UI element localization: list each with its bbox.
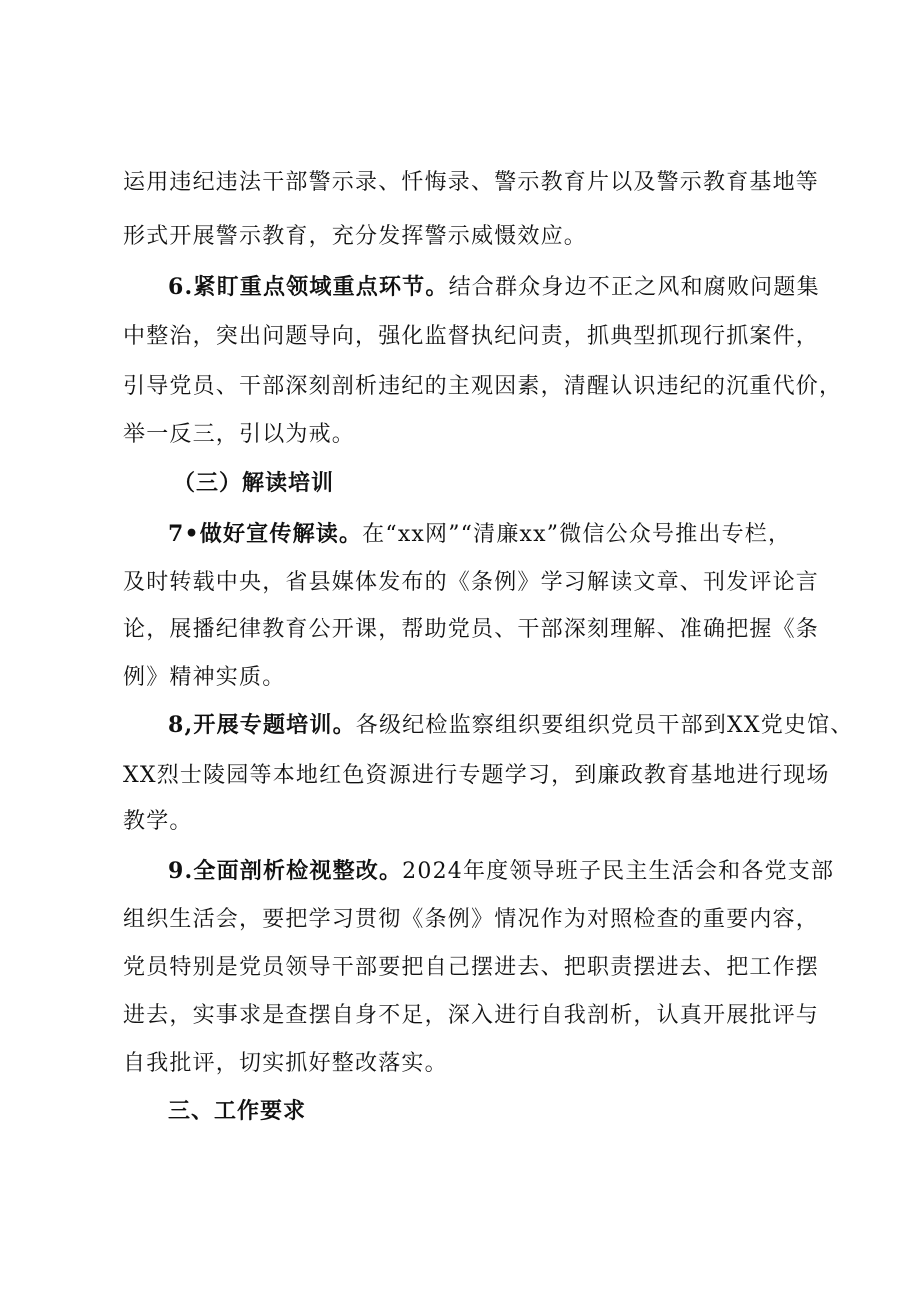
paragraph-line (123, 420, 355, 450)
line-text: 举一反三，引以为戒。 (123, 422, 356, 447)
line-text: 论，展播纪律教育公开课，帮助党员、干部深刻理解、准确把握《条 (123, 617, 820, 642)
line-text: 进去，实事求是查摆自身不足，深入进行自我剖析，认真开展批评与 (123, 1003, 820, 1028)
item-title: 6.紧盯重点领域重点环节。 (168, 274, 449, 300)
paragraph-line (168, 272, 820, 303)
paragraph-line (123, 905, 819, 935)
line-text: 结合群众身边不正之风和腐败问题集 (448, 275, 820, 300)
paragraph-line (123, 1001, 819, 1031)
line-text: 例》精神实质。 (123, 665, 286, 690)
line-text: 教学。 (123, 809, 193, 834)
line-text: 自我批评，切实抓好整改落实。 (123, 1051, 448, 1076)
line-text: 组织生活会，要把学习贯彻《条例》情况作为对照检查的重要内容， (123, 907, 820, 932)
item-title: 7•做好宣传解读。 (168, 521, 363, 547)
line-text: 运用违纪违法干部警示录、忏悔录、警示教育片以及警示教育基地等 (123, 170, 820, 195)
line-text: 及时转载中央，省县媒体发布的《条例》学习解读文章、刊发评论言 (123, 570, 820, 595)
line-text: 形式开展警示教育，充分发挥警示威慑效应。 (123, 224, 588, 249)
line-text: 党员特别是党员领导干部要把自己摆进去、把职责摆进去、把工作摆 (123, 955, 820, 980)
paragraph-line (123, 1049, 448, 1079)
heading-text: 三、工作要求 (168, 1098, 307, 1124)
line-text: 2024年度领导班子民主生活会和各党支部 (402, 859, 835, 884)
paragraph-line (168, 856, 834, 887)
section-heading (168, 1096, 306, 1126)
line-text: 引导党员、干部深刻剖析违纪的主观因素，清醒认识违纪的沉重代价， (123, 374, 843, 399)
paragraph-line (168, 710, 854, 741)
paragraph-line (123, 222, 587, 252)
line-text: 中整治，突出问题导向，强化监督执纪问责，抓典型抓现行抓案件， (123, 324, 820, 349)
paragraph-line (123, 322, 819, 352)
paragraph-line (123, 663, 285, 693)
paragraph-line (123, 761, 830, 791)
paragraph-line (123, 953, 819, 983)
paragraph-line (123, 168, 819, 198)
paragraph-line (123, 372, 842, 402)
section-heading (173, 468, 334, 498)
heading-text: （三）解读培训 (173, 470, 335, 496)
line-text: XX烈士陵园等本地红色资源进行专题学习，到廉政教育基地进行现场 (123, 763, 830, 788)
line-text: 各级纪检监察组织要组织党员干部到XX党史馆、 (355, 713, 854, 738)
item-title: 8,开展专题培训。 (168, 712, 356, 738)
paragraph-line (123, 807, 193, 837)
item-title: 9.全面剖析检视整改。 (168, 858, 403, 884)
paragraph-line (123, 615, 819, 645)
line-text: 在“xx网”“清廉xx”微信公众号推出专栏， (362, 522, 792, 547)
paragraph-line (168, 519, 791, 550)
paragraph-line (123, 568, 819, 598)
